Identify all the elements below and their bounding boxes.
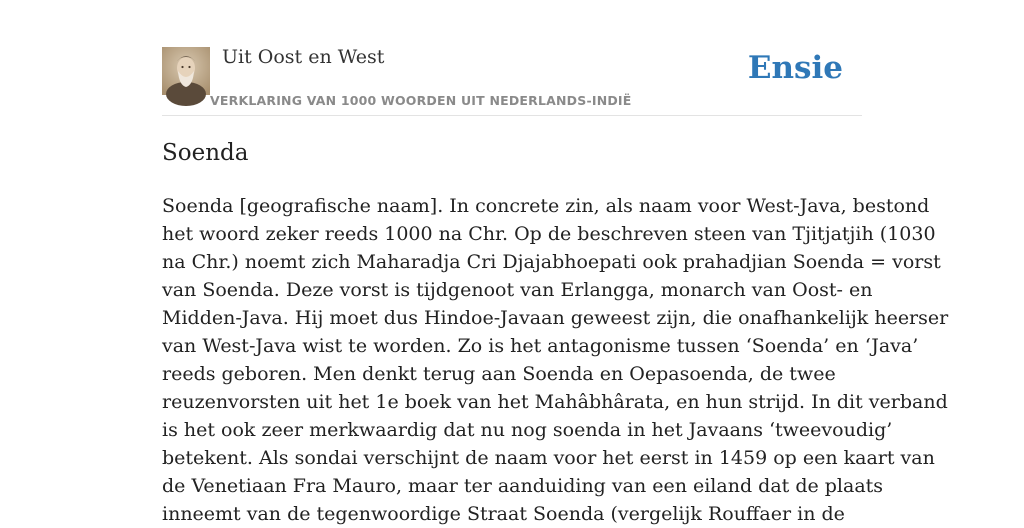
book-title[interactable]: Uit Oost en West: [222, 46, 385, 68]
header-divider: [162, 115, 862, 116]
entry-body-line: inneemt van de tegenwoordige Straat Soenda (vergelijk Rouffaer in de: [162, 503, 845, 525]
entry-body-line: na Chr.) noemt zich Maharadja Cri Djajabhoepati ook prahadjian Soenda = vorst: [162, 251, 941, 273]
entry-body-line: reuzenvorsten uit het 1e boek van het Mahâbhârata, en hun strijd. In dit verband: [162, 391, 948, 413]
entry-body-line: van West-Java wist te worden. Zo is het antagonisme tussen ‘Soenda’ en ‘Java’: [162, 335, 919, 357]
entry-body-line: reeds geboren. Men denkt terug aan Soenda en Oepasoenda, de twee: [162, 363, 836, 385]
author-portrait-icon: [162, 47, 210, 95]
entry-body-line: de Venetiaan Fra Mauro, maar ter aanduiding van een eiland dat de plaats: [162, 475, 884, 497]
entry-body-line: Soenda [geografische naam]. In concrete zin, als naam voor West-Java, bestond: [162, 195, 930, 217]
entry-body-line: Midden-Java. Hij moet dus Hindoe-Javaan geweest zijn, die onafhankelijk heerser: [162, 307, 949, 329]
entry-title: Soenda: [162, 140, 249, 166]
entry-body: [162, 192, 949, 528]
brand-logo-link[interactable]: Ensie: [747, 50, 843, 86]
entry-body-line: betekent. Als sondai verschijnt de naam voor het eerst in 1459 op een kaart van: [162, 447, 935, 469]
author-avatar[interactable]: [162, 47, 210, 95]
entry-body-line: is het ook zeer merkwaardig dat nu nog soenda in het Javaans ‘tweevoudig’: [162, 419, 893, 441]
book-subtitle: VERKLARING VAN 1000 WOORDEN UIT NEDERLANDS-INDIË: [210, 93, 632, 108]
entry-body-line: het woord zeker reeds 1000 na Chr. Op de beschreven steen van Tjitjatjih (1030: [162, 223, 936, 245]
entry-body-line: van Soenda. Deze vorst is tijdgenoot van Erlangga, monarch van Oost- en: [162, 279, 873, 301]
